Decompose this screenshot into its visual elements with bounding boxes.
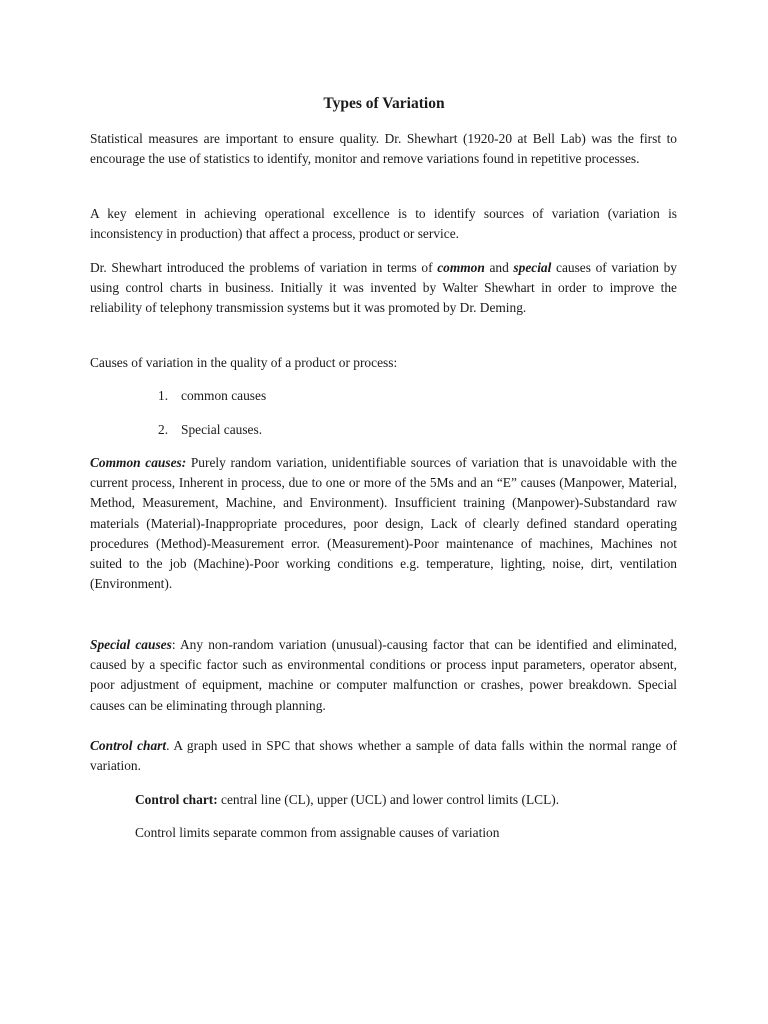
- list-text: Special causes.: [181, 422, 263, 437]
- list-number: 2.: [158, 422, 169, 437]
- causes-intro-paragraph: Causes of variation in the quality of a product or process:: [90, 355, 398, 370]
- list-item: [158, 420, 558, 440]
- control-limits-line: Control limits separate common from assignable causes of variation: [135, 825, 500, 840]
- control-chart-def-label: Control chart:: [135, 792, 218, 807]
- control-chart-text: . A graph used in SPC that shows whether a sample of data falls within the normal range of variation.: [90, 738, 677, 774]
- control-chart-definition: [135, 790, 677, 810]
- key-element-paragraph: A key element in achieving operational excellence is to identify sources of variation (variation is inconsistency in production) that affect a process, product or service.: [90, 206, 677, 242]
- page-title: Types of Variation: [323, 95, 445, 112]
- shewhart-text-pre: Dr. Shewhart introduced the problems of variation in terms of: [90, 260, 438, 275]
- intro-paragraph: Statistical measures are important to ensure quality. Dr. Shewhart (1920-20 at Bell Lab) was the first to encourage the use of statistics to identify, monitor and remove variations found in repetitive processes.: [90, 131, 677, 167]
- list-number: 1.: [158, 388, 169, 403]
- special-term: special: [513, 260, 552, 275]
- control-chart-label: Control chart: [90, 738, 167, 753]
- list-item: [158, 386, 558, 406]
- shewhart-paragraph: [90, 258, 677, 319]
- list-text: common causes: [181, 388, 267, 403]
- special-causes-text: : Any non-random variation (unusual)-causing factor that can be identified and eliminated, caused by a specific factor such as environmental conditions or process input parameters, operator absent, poor adjustment of equipment, machine or computer malfunction or crashes, power breakdown. Special causes can be eliminating through planning.: [90, 637, 677, 713]
- common-term: common: [437, 260, 485, 275]
- common-causes-paragraph: [90, 453, 677, 594]
- and-text: and: [484, 260, 514, 275]
- control-chart-paragraph: [90, 736, 677, 776]
- special-causes-label: Special causes: [90, 637, 172, 652]
- common-causes-label: Common causes:: [90, 455, 187, 470]
- special-causes-paragraph: [90, 635, 677, 716]
- control-chart-def-text: central line (CL), upper (UCL) and lower control limits (LCL).: [217, 792, 560, 807]
- shewhart-text-post: causes of variation by using control charts in business. Initially it was invented by Walter Shewhart in order to improve the reliability of telephony transmission systems but it was promoted by Dr. Deming.: [90, 260, 677, 316]
- common-causes-text: Purely random variation, unidentifiable sources of variation that is unavoidable with the current process, Inherent in process, due to one or more of the 5Ms and an “E” causes (Manpower, Material, Method, Measurement, Machine, and Environment). Insufficient training (Manpower)-Substandard raw materials (Material)-Inappropriate procedures, poor design, Lack of clearly defined standard operating procedures (Method)-Measurement error. (Measurement)-Poor maintenance of machines, Machines not suited to the job (Machine)-Poor working conditions e.g. temperature, lighting, noise, dirt, ventilation (Environment).: [90, 455, 677, 592]
